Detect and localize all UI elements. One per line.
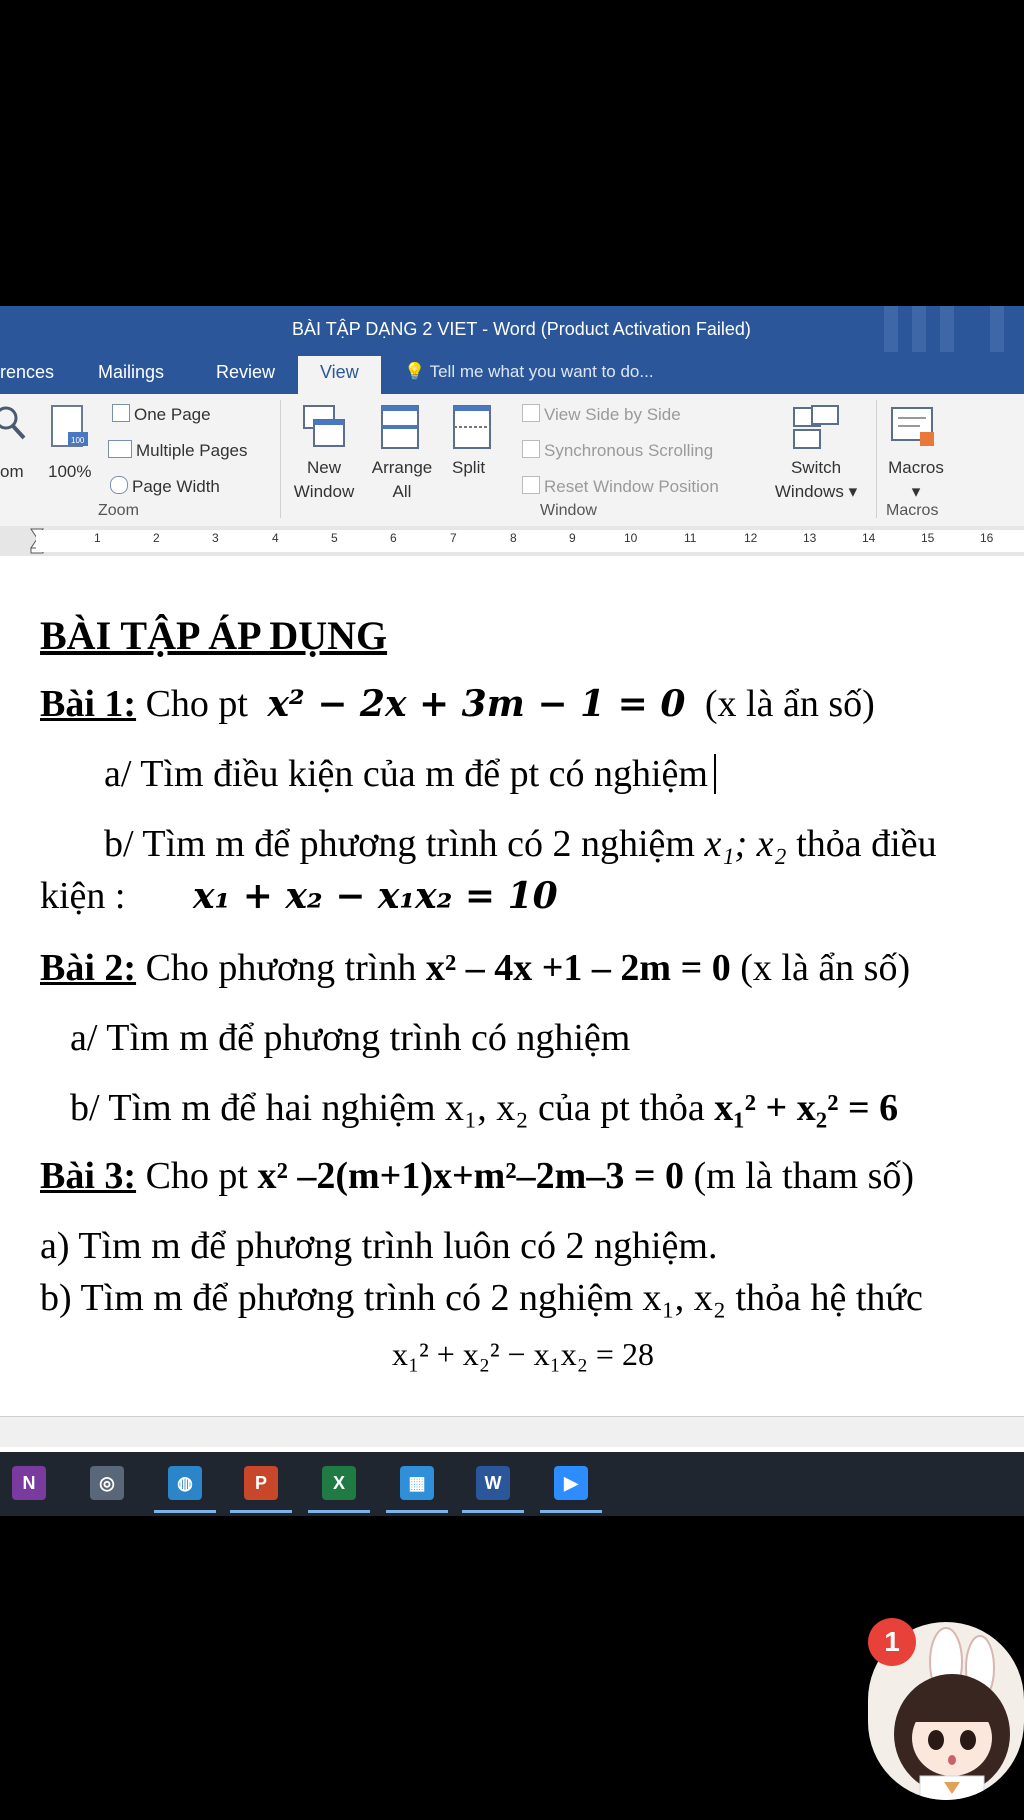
- tab-mailings[interactable]: Mailings: [98, 362, 165, 382]
- bai1-label: Bài 1:: [40, 683, 137, 725]
- bai2-equation: x² – 4x +1 – 2m = 0: [425, 947, 731, 989]
- view-side-by-side-button[interactable]: View Side by Side: [522, 404, 681, 425]
- arrange-all-icon: [380, 402, 420, 452]
- taskbar-running-indicator: [386, 1510, 448, 1513]
- switch-windows-label[interactable]: Switch Windows ▾: [774, 458, 858, 501]
- ruler-number: 5: [331, 531, 338, 545]
- sync-scroll-icon: [522, 440, 540, 458]
- tell-me-box[interactable]: [404, 362, 654, 382]
- page-width-button[interactable]: Page Width: [110, 476, 220, 497]
- split-icon: [452, 402, 492, 452]
- bai1-a: a/ Tìm điều kiện của m để pt có nghiệm: [104, 752, 716, 796]
- split-label[interactable]: Split: [452, 458, 486, 477]
- bai2-b: b/ Tìm m để hai nghiệm x₁, x₂ của pt thỏa x₁² + x₂² = 6: [70, 1087, 899, 1129]
- powerpoint-taskbar-icon[interactable]: P: [244, 1466, 278, 1500]
- taskbar-running-indicator: [462, 1510, 524, 1513]
- magnifier-icon: [0, 406, 26, 440]
- ruler-number: 11: [684, 531, 697, 545]
- tell-me-text: Tell me what you want to do...: [429, 362, 654, 381]
- title-bar: [0, 306, 1024, 352]
- new-window-label[interactable]: New Window: [293, 458, 355, 501]
- switch-windows-icon: [792, 404, 840, 450]
- bai1-text: Cho pt: [145, 683, 248, 725]
- ruler-number: 15: [921, 531, 935, 545]
- ruler-number: 10: [624, 531, 638, 545]
- divider: [280, 400, 281, 518]
- notification-badge: 1: [868, 1618, 916, 1666]
- switch-windows-button[interactable]: [792, 404, 840, 455]
- ruler-number: 2: [153, 531, 160, 545]
- ruler-number: 1: [94, 531, 101, 545]
- text-cursor: [714, 754, 716, 794]
- side-by-side-icon: [522, 404, 540, 422]
- new-window-button[interactable]: [300, 402, 346, 457]
- new-window-icon: [300, 402, 346, 452]
- onenote-taskbar-icon[interactable]: N: [12, 1466, 46, 1500]
- document-page[interactable]: [0, 556, 1024, 1416]
- macros-icon: [890, 404, 938, 450]
- bai1-equation: x² − 2x + 3m − 1 = 0: [267, 683, 686, 725]
- bai2-note: (x là ẩn số): [740, 947, 911, 989]
- bai3-line: [40, 1154, 914, 1198]
- tab-references[interactable]: rences: [0, 362, 55, 382]
- bai2-a: a/ Tìm m để phương trình có nghiệm: [70, 1017, 631, 1059]
- ruler-number: 16: [980, 531, 994, 545]
- ruler-number: 4: [272, 531, 279, 545]
- zoom-100-label[interactable]: 100%: [48, 462, 92, 481]
- pages-icon: [108, 440, 132, 458]
- word-taskbar-icon[interactable]: W: [476, 1466, 510, 1500]
- macros-button[interactable]: [890, 404, 938, 455]
- one-page-button[interactable]: One Page: [112, 404, 211, 425]
- ruler: [0, 526, 1024, 557]
- taskbar-running-indicator: [540, 1510, 602, 1513]
- ruler-number: 7: [450, 531, 457, 545]
- taskbar-running-indicator: [230, 1510, 292, 1513]
- ruler-number: 6: [390, 531, 397, 545]
- network-taskbar-icon[interactable]: ◍: [168, 1466, 202, 1500]
- bai3-formula: x₁² + x₂² − x₁x₂ = 28: [392, 1336, 654, 1372]
- taskbar-running-indicator: [308, 1510, 370, 1513]
- zoom-taskbar-icon[interactable]: ▶: [554, 1466, 588, 1500]
- ruler-number: 3: [212, 531, 219, 545]
- window-title: BÀI TẬP DẠNG 2 VIET - Word (Product Activation Failed): [292, 319, 751, 339]
- zoom-100-button[interactable]: [50, 404, 90, 459]
- bai3-a: a) Tìm m để phương trình luôn có 2 nghiệm.: [40, 1225, 718, 1267]
- taskbar-running-indicator: [154, 1510, 216, 1513]
- photos-taskbar-icon[interactable]: ▦: [400, 1466, 434, 1500]
- bai3-equation: x² –2(m+1)x+m²–2m–3 = 0: [257, 1155, 684, 1197]
- window-group-label: Window: [540, 502, 597, 519]
- webcam-taskbar-icon[interactable]: ◎: [90, 1466, 124, 1500]
- bai2-text: Cho phương trình: [145, 947, 417, 989]
- bai2-b-cond: x₁² + x₂² = 6: [714, 1087, 899, 1129]
- tab-view[interactable]: View: [298, 356, 381, 394]
- bai1-b-cond-eq: x₁ + x₂ − x₁x₂ = 10: [192, 875, 558, 917]
- page-icon: [112, 404, 130, 422]
- sync-scrolling-button[interactable]: Synchronous Scrolling: [522, 440, 713, 461]
- word-window: [0, 306, 1024, 1516]
- page-width-icon: [110, 476, 128, 494]
- doc-heading: BÀI TẬP ÁP DỤNG: [40, 613, 388, 658]
- document-bottom-gap: [0, 1416, 1024, 1447]
- bai3-text: Cho pt: [145, 1155, 248, 1197]
- ruler-scale: [36, 530, 1024, 552]
- bai1-b-condition: kiện : x₁ + x₂ − x₁x₂ = 10: [40, 875, 558, 917]
- ruler-number: 9: [569, 531, 576, 545]
- arrange-all-button[interactable]: [380, 402, 420, 457]
- ruler-number: 12: [744, 531, 758, 545]
- bai3-b: b) Tìm m để phương trình có 2 nghiệm x₁, x₂ thỏa hệ thức: [40, 1277, 923, 1319]
- multiple-pages-button[interactable]: Multiple Pages: [108, 440, 248, 461]
- ribbon-tabs: [0, 352, 1024, 394]
- lightbulb-icon: 💡: [404, 362, 426, 381]
- zoom-button[interactable]: [0, 406, 26, 445]
- bai2-line: [40, 946, 910, 990]
- tab-review[interactable]: Review: [216, 362, 276, 382]
- divider: [876, 400, 877, 518]
- bai2-label: Bài 2:: [40, 947, 137, 989]
- bai3-note: (m là tham số): [693, 1155, 915, 1197]
- bai1-b-vars: x₁; x₂: [704, 823, 787, 865]
- zoom-100-icon: [50, 404, 90, 454]
- ribbon: [0, 394, 1024, 527]
- svg-text:100: 100: [71, 436, 85, 445]
- macros-group-label: Macros: [886, 502, 939, 519]
- bai1-note: (x là ẩn số): [704, 683, 875, 725]
- bai1-line: [40, 682, 875, 726]
- bai3-label: Bài 3:: [40, 1155, 137, 1197]
- arrange-all-label[interactable]: Arrange All: [371, 458, 433, 501]
- taskbar-icons: [0, 1452, 1024, 1516]
- split-button[interactable]: [452, 402, 492, 457]
- bai1-b: b/ Tìm m để phương trình có 2 nghiệm x₁; x₂ thỏa điều: [104, 823, 937, 865]
- bai1-b-tail: thỏa điều: [796, 823, 937, 865]
- excel-taskbar-icon[interactable]: X: [322, 1466, 356, 1500]
- ruler-number: 13: [803, 531, 817, 545]
- macros-label[interactable]: Macros ▾: [888, 458, 944, 501]
- reset-position-icon: [522, 476, 540, 494]
- ruler-number: 14: [862, 531, 876, 545]
- zoom-group-label: Zoom: [98, 502, 139, 519]
- reset-window-position-button[interactable]: Reset Window Position: [522, 476, 719, 497]
- zoom-label[interactable]: om: [0, 462, 24, 481]
- ruler-number: 8: [510, 531, 517, 545]
